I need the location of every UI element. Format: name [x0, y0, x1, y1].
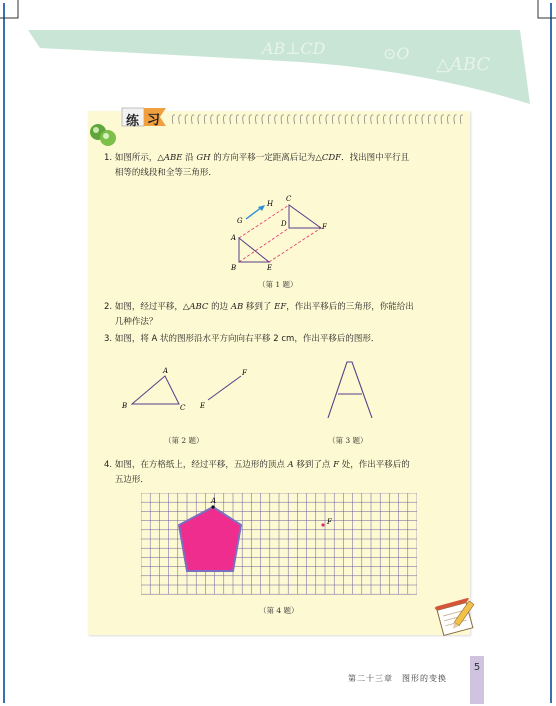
spiral-loop — [185, 115, 188, 124]
spiral-loop — [403, 115, 406, 124]
caption-3: （第 3 题） — [328, 436, 368, 445]
page-number: 5 — [473, 662, 481, 673]
spiral-loop — [256, 115, 259, 124]
fig1-label-f: F — [322, 223, 327, 231]
watermark-triangle: △ABC — [436, 54, 491, 75]
spiral-loop — [243, 115, 246, 124]
spiral-loop — [390, 115, 393, 124]
figure-1 — [225, 190, 335, 275]
spiral-loop — [448, 115, 451, 124]
fig1-label-c: C — [286, 195, 292, 203]
fig1-label-a: A — [231, 234, 237, 242]
spiral-loop — [294, 115, 297, 124]
spiral-loop — [345, 115, 348, 124]
page-number-tab — [470, 656, 484, 704]
spiral-loop — [313, 115, 316, 124]
fig1-label-e: E — [267, 264, 273, 272]
fig1-label-d: D — [281, 220, 287, 228]
spiral-loop — [179, 115, 182, 124]
spiral-loop — [377, 115, 380, 124]
spiral-loop — [332, 115, 335, 124]
point-a — [211, 505, 214, 508]
caption-1: （第 1 题） — [258, 280, 298, 289]
spiral-loop — [281, 115, 284, 124]
badge-char-2: 习 — [147, 113, 161, 128]
footer-chapter: 第二十三章 图形的变换 — [348, 674, 447, 683]
spiral-loop — [300, 115, 303, 124]
point-f — [321, 523, 324, 526]
spiral-loop — [262, 115, 265, 124]
caption-4: （第 4 题） — [259, 606, 299, 615]
fig2-label-a: A — [163, 367, 169, 375]
fig1-label-b: B — [231, 264, 237, 272]
figure-2 — [115, 362, 255, 417]
spiral-loop — [416, 115, 419, 124]
badge-char-1: 练 — [126, 114, 140, 129]
spiral-loop — [320, 115, 323, 124]
spiral-loop — [204, 115, 207, 124]
spiral-loop — [198, 115, 201, 124]
spiral-loop — [460, 115, 463, 124]
spiral-loop — [422, 115, 425, 124]
spiral-loop — [224, 115, 227, 124]
spiral-loop — [192, 115, 195, 124]
fig1-label-g: G — [237, 217, 243, 225]
exercise-badge — [120, 106, 168, 128]
watermark-circle: ⊙O — [383, 44, 410, 63]
caption-2: （第 2 题） — [164, 436, 204, 445]
spiral-loop — [409, 115, 412, 124]
spiral-loop — [358, 115, 361, 124]
fig2-label-f: F — [242, 369, 247, 377]
spiral-loop — [326, 115, 329, 124]
spiral-loop — [364, 115, 367, 124]
spiral-loop — [268, 115, 271, 124]
spiral-loop — [454, 115, 457, 124]
pushpin-icon — [86, 120, 122, 150]
fig1-label-h: H — [267, 200, 274, 208]
spiral-loop — [249, 115, 252, 124]
spiral-loop — [428, 115, 431, 124]
fig2-label-b: B — [122, 402, 128, 410]
fig2-label-e: E — [200, 402, 206, 410]
fig2-label-c: C — [180, 404, 186, 412]
question-3: 3. 如图，将 A 状的图形沿水平方向向右平移 2 cm，作出平移后的图形． — [104, 334, 380, 344]
spiral-loop — [441, 115, 444, 124]
question-1: 1. 如图所示，△ABE 沿 GH 的方向平移一定距离后记为△CDF．找出图中平行且 相等的线段和全等三角形． — [104, 153, 410, 178]
spiral-loop — [352, 115, 355, 124]
spiral-loop — [307, 115, 310, 124]
fig4-label-a: A — [211, 497, 217, 505]
spiral-loop — [339, 115, 342, 124]
spiral-loop — [371, 115, 374, 124]
question-2: 2. 如图，经过平移，△ABC 的边 AB 移到了 EF，作出平移后的三角形，你能给出 几种作法？ — [104, 302, 414, 327]
spiral-loop — [288, 115, 291, 124]
spiral-loop — [230, 115, 233, 124]
figure-4-grid — [141, 493, 417, 595]
spiral-loop — [236, 115, 239, 124]
spiral-loop — [217, 115, 220, 124]
watermark-perpendicular: AB⊥CD — [262, 39, 326, 58]
spiral-loop — [384, 115, 387, 124]
spiral-loop — [396, 115, 399, 124]
spiral-loop — [211, 115, 214, 124]
figure-3 — [320, 356, 380, 422]
spiral-loop — [275, 115, 278, 124]
spiral-loop — [435, 115, 438, 124]
notepad-pencil-icon — [432, 598, 478, 640]
fig4-label-f: F — [327, 518, 332, 526]
question-4: 4. 如图，在方格纸上，经过平移，五边形的顶点 A 移到了点 F 处，作出平移后的 五边形． — [104, 460, 410, 485]
spiral-loop — [172, 115, 175, 124]
